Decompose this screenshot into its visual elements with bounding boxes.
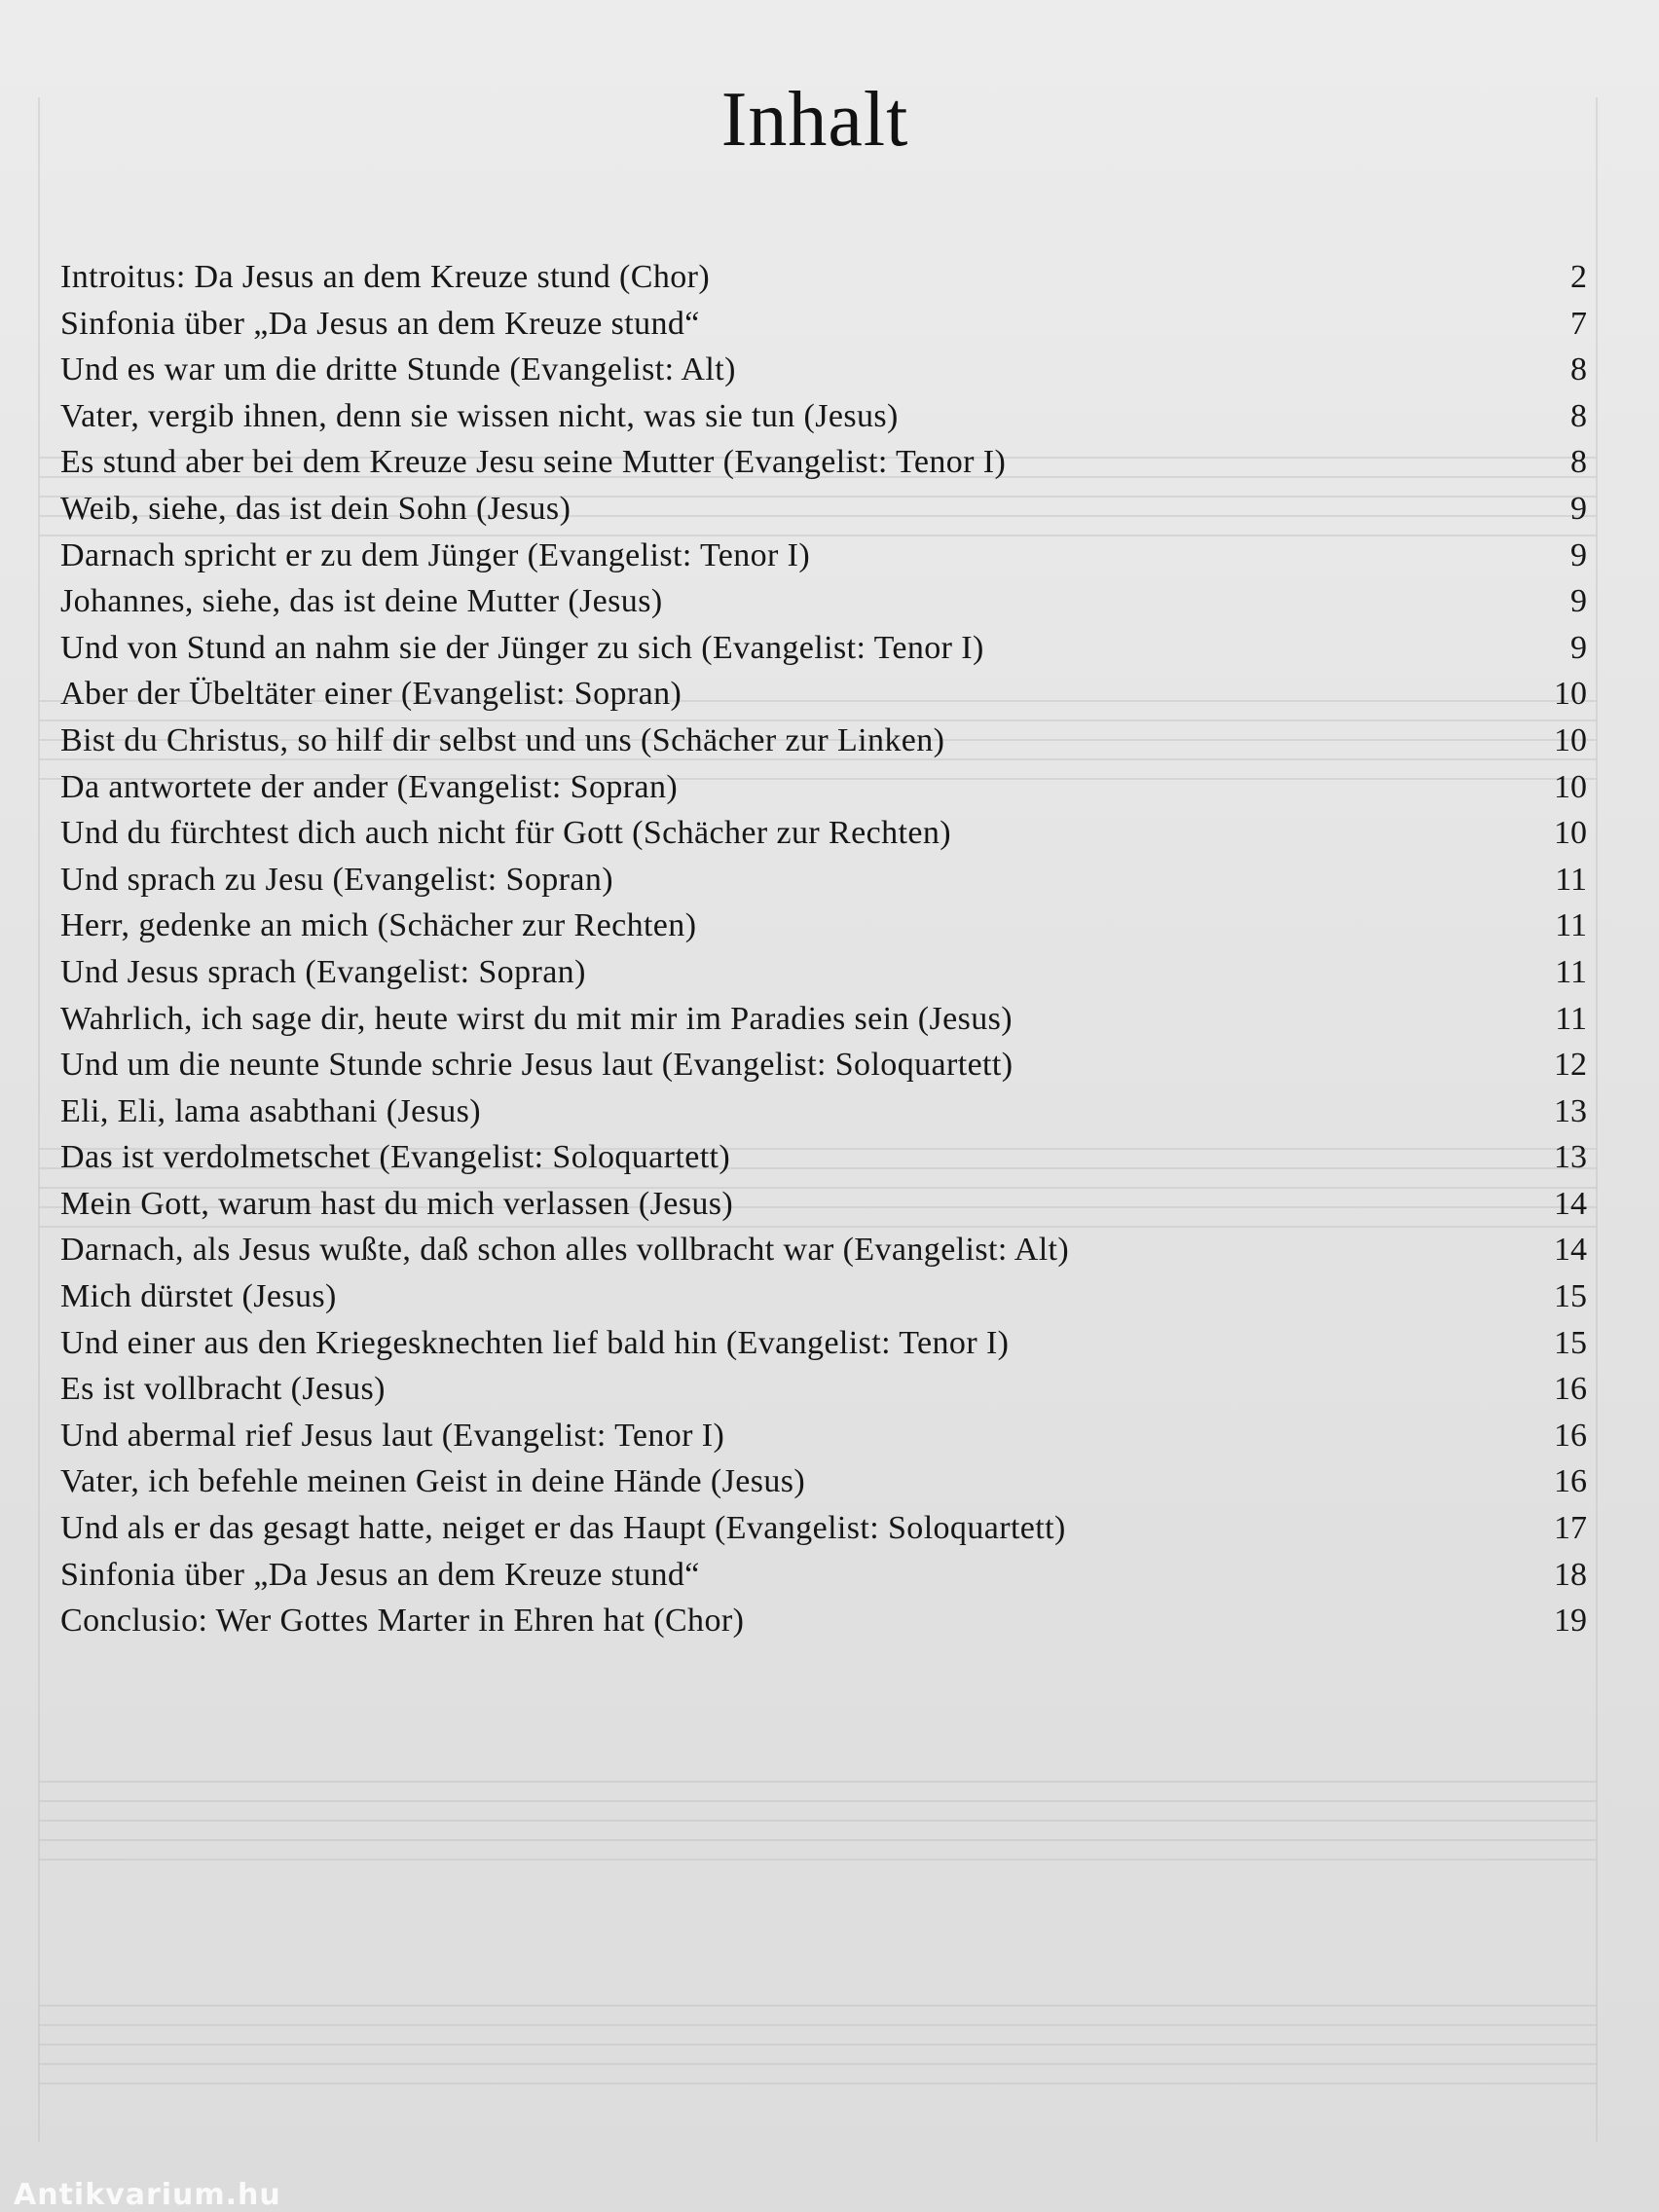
- toc-entry-page-number: 10: [1554, 721, 1587, 758]
- toc-entry: [60, 1047, 1587, 1093]
- toc-entry-page-number: 9: [1570, 536, 1587, 573]
- toc-entry: [60, 907, 1587, 954]
- toc-entry-page-number: 9: [1570, 629, 1587, 666]
- toc-entry-title: Weib, siehe, das ist dein Sohn (Jesus): [60, 490, 571, 527]
- toc-entry-title: Es ist vollbracht (Jesus): [60, 1371, 386, 1408]
- toc-entry: [60, 1557, 1587, 1604]
- toc-entry-title: Mein Gott, warum hast du mich verlassen (Jesus): [60, 1185, 734, 1222]
- toc-entry-page-number: 11: [1555, 861, 1587, 898]
- toc-entry-title: Conclusio: Wer Gottes Marter in Ehren hat (Chor): [60, 1603, 745, 1640]
- toc-entry-title: Introitus: Da Jesus an dem Kreuze stund (Chor): [60, 259, 711, 295]
- toc-entry: [60, 1371, 1587, 1418]
- toc-entry-title: Bist du Christus, so hilf dir selbst und uns (Schächer zur Linken): [60, 721, 945, 758]
- toc-entry: [60, 1325, 1587, 1372]
- toc-entry: [60, 351, 1587, 398]
- toc-entry: [60, 1278, 1587, 1325]
- toc-entry-title: Eli, Eli, lama asabthani (Jesus): [60, 1092, 482, 1129]
- toc-entry: [60, 1232, 1587, 1278]
- toc-entry: [60, 954, 1587, 1001]
- toc-entry-title: Das ist verdolmetschet (Evangelist: Soloquartett): [60, 1139, 731, 1176]
- toc-entry-title: Und um die neunte Stunde schrie Jesus laut (Evangelist: Soloquartett): [60, 1047, 1014, 1084]
- toc-entry-page-number: 9: [1570, 583, 1587, 620]
- toc-entry-page-number: 7: [1570, 305, 1587, 342]
- toc-entry-title: Wahrlich, ich sage dir, heute wirst du mit mir im Paradies sein (Jesus): [60, 1000, 1013, 1037]
- toc-entry-page-number: 9: [1570, 490, 1587, 527]
- toc-entry: [60, 398, 1587, 445]
- toc-entry-title: Und einer aus den Kriegesknechten lief bald hin (Evangelist: Tenor I): [60, 1324, 1010, 1361]
- toc-entry-page-number: 18: [1554, 1556, 1587, 1593]
- toc-entry-title: Johannes, siehe, das ist deine Mutter (Jesus): [60, 583, 663, 620]
- toc-entry-page-number: 8: [1570, 351, 1587, 388]
- toc-entry: [60, 676, 1587, 722]
- toc-entry-page-number: 10: [1554, 676, 1587, 713]
- toc-entry-page-number: 12: [1554, 1047, 1587, 1084]
- toc-entry-title: Darnach spricht er zu dem Jünger (Evangelist: Tenor I): [60, 536, 811, 573]
- toc-entry: [60, 862, 1587, 908]
- toc-entry-title: Vater, vergib ihnen, denn sie wissen nicht, was sie tun (Jesus): [60, 397, 899, 434]
- toc-entry-title: Herr, gedenke an mich (Schächer zur Rechten): [60, 907, 697, 944]
- toc-entry-title: Sinfonia über „Da Jesus an dem Kreuze stund“: [60, 305, 700, 342]
- toc-entry-page-number: 11: [1555, 953, 1587, 990]
- toc-entry-page-number: 19: [1554, 1603, 1587, 1640]
- table-of-contents: [60, 259, 1587, 1649]
- toc-entry-page-number: 10: [1554, 815, 1587, 852]
- toc-entry-title: Aber der Übeltäter einer (Evangelist: Sopran): [60, 676, 682, 713]
- toc-entry-page-number: 10: [1554, 768, 1587, 805]
- toc-entry-page-number: 17: [1554, 1510, 1587, 1547]
- toc-entry-page-number: 16: [1554, 1371, 1587, 1408]
- toc-entry: [60, 1463, 1587, 1510]
- watermark: Antikvarium.hu: [14, 2178, 281, 2212]
- toc-entry-page-number: 13: [1554, 1092, 1587, 1129]
- toc-entry-title: Und du fürchtest dich auch nicht für Gott (Schächer zur Rechten): [60, 815, 951, 852]
- toc-entry-page-number: 8: [1570, 444, 1587, 481]
- toc-entry-title: Es stund aber bei dem Kreuze Jesu seine Mutter (Evangelist: Tenor I): [60, 444, 1007, 481]
- toc-entry: [60, 769, 1587, 816]
- toc-entry: [60, 1186, 1587, 1233]
- toc-entry: [60, 583, 1587, 630]
- toc-entry-page-number: 11: [1555, 1000, 1587, 1037]
- toc-entry: [60, 1093, 1587, 1140]
- toc-entry: [60, 444, 1587, 491]
- toc-entry-title: Da antwortete der ander (Evangelist: Sopran): [60, 768, 679, 805]
- toc-entry-title: Und als er das gesagt hatte, neiget er das Haupt (Evangelist: Soloquartett): [60, 1510, 1066, 1547]
- toc-entry-page-number: 2: [1570, 259, 1587, 295]
- toc-entry-page-number: 15: [1554, 1324, 1587, 1361]
- toc-entry: [60, 1418, 1587, 1464]
- toc-entry-title: Darnach, als Jesus wußte, daß schon alles vollbracht war (Evangelist: Alt): [60, 1232, 1070, 1269]
- toc-entry-page-number: 16: [1554, 1463, 1587, 1500]
- toc-entry: [60, 1603, 1587, 1649]
- toc-entry: [60, 630, 1587, 677]
- toc-entry-page-number: 13: [1554, 1139, 1587, 1176]
- toc-entry-title: Und Jesus sprach (Evangelist: Sopran): [60, 953, 586, 990]
- toc-entry: [60, 1510, 1587, 1557]
- toc-entry-page-number: 15: [1554, 1278, 1587, 1315]
- toc-entry: [60, 491, 1587, 537]
- toc-entry-title: Mich dürstet (Jesus): [60, 1278, 337, 1315]
- toc-entry-title: Sinfonia über „Da Jesus an dem Kreuze stund“: [60, 1556, 700, 1593]
- toc-entry: [60, 815, 1587, 862]
- toc-entry-page-number: 14: [1554, 1185, 1587, 1222]
- toc-entry: [60, 537, 1587, 584]
- toc-entry-title: Vater, ich befehle meinen Geist in deine Hände (Jesus): [60, 1463, 806, 1500]
- toc-entry-title: Und von Stund an nahm sie der Jünger zu sich (Evangelist: Tenor I): [60, 629, 984, 666]
- toc-entry: [60, 722, 1587, 769]
- toc-entry: [60, 306, 1587, 352]
- toc-entry-page-number: 8: [1570, 397, 1587, 434]
- toc-entry-title: Und es war um die dritte Stunde (Evangelist: Alt): [60, 351, 736, 388]
- toc-entry-title: Und abermal rief Jesus laut (Evangelist: Tenor I): [60, 1417, 725, 1454]
- toc-entry-title: Und sprach zu Jesu (Evangelist: Sopran): [60, 861, 613, 898]
- toc-entry-page-number: 11: [1555, 907, 1587, 944]
- toc-entry: [60, 259, 1587, 306]
- toc-entry-page-number: 16: [1554, 1417, 1587, 1454]
- toc-entry: [60, 1001, 1587, 1048]
- toc-entry: [60, 1139, 1587, 1186]
- toc-entry-page-number: 14: [1554, 1232, 1587, 1269]
- page-title: Inhalt: [720, 77, 909, 163]
